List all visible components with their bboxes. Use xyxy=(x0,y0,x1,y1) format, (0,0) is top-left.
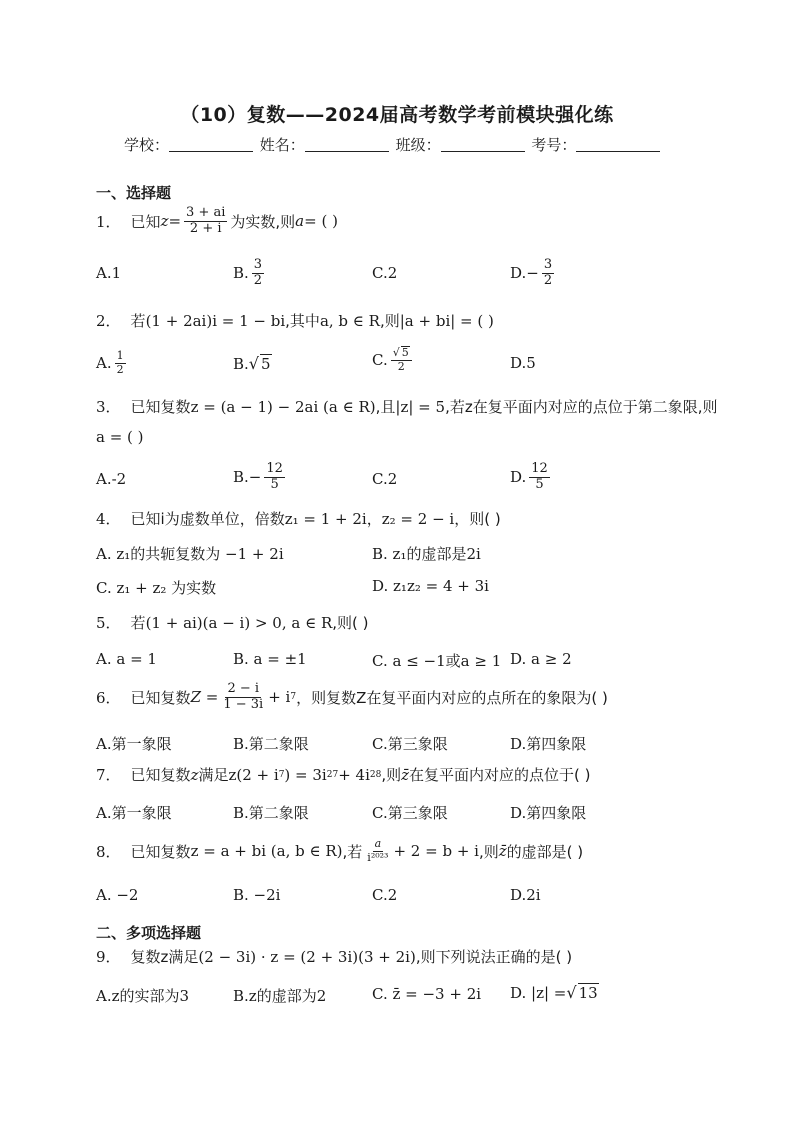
section-heading-multi-choice: 二、多项选择题 xyxy=(96,924,202,942)
q3-number: 3． xyxy=(96,398,121,416)
q2-a-prefix: A. xyxy=(96,354,112,373)
q2-option-c[interactable] xyxy=(372,346,415,373)
q9-d-radicand: 13 xyxy=(578,984,598,1002)
q9-option-b[interactable]: B.z的虚部为2 xyxy=(233,987,327,1005)
q1-var-z: z xyxy=(160,212,169,231)
q6-option-a[interactable]: A.第一象限 xyxy=(96,735,172,753)
q2-b-sqrt-icon: √ xyxy=(248,354,259,373)
q2-expr: (1 + 2ai)i = 1 − bi xyxy=(145,311,286,330)
question-3 xyxy=(96,396,717,417)
q3-option-b[interactable] xyxy=(233,462,288,493)
question-1 xyxy=(96,206,338,237)
q7-sup1: 7 xyxy=(278,769,285,780)
q4-z2: z₂ = 2 − i xyxy=(381,509,455,528)
q1-d-num: 3 xyxy=(543,257,553,272)
question-2 xyxy=(96,310,494,331)
question-5 xyxy=(96,612,369,633)
q6-frac-den: 1 − 3i xyxy=(223,696,264,712)
q6-text-post: ，则复数Z在复平面内对应的点所在的象限为( ) xyxy=(296,688,608,707)
question-7 xyxy=(96,764,591,785)
q8-fraction xyxy=(365,838,390,864)
q3-option-d[interactable] xyxy=(510,462,553,493)
q9-number: 9． xyxy=(96,948,121,966)
q8-frac-num: a xyxy=(374,837,382,850)
q6-option-b[interactable]: B.第二象限 xyxy=(233,735,309,753)
page-title: （10）复数——2024届高考数学考前模块强化练 xyxy=(180,104,614,126)
q4-text-post: ，则( ) xyxy=(454,510,501,528)
q5-c-part2: a ≥ 1 xyxy=(460,651,502,670)
q9-text-post: ,则下列说法正确的是( ) xyxy=(415,948,573,966)
q2-text-post: ,则 xyxy=(379,312,400,330)
q4-number: 4． xyxy=(96,510,121,528)
q3-b-num: 12 xyxy=(266,461,283,476)
q1-option-c[interactable]: C.2 xyxy=(372,264,398,282)
q2-abs: |a + bi| = ( ) xyxy=(399,311,494,330)
question-6 xyxy=(96,682,608,713)
q8-text-mid: ,若 xyxy=(342,842,363,861)
q3-d-prefix: D. xyxy=(510,468,527,487)
school-blank[interactable] xyxy=(169,137,253,152)
q7-expr-b: ) = 3i xyxy=(284,765,327,784)
q2-c-prefix: C. xyxy=(372,350,388,369)
q7-sup3: 28 xyxy=(369,769,382,780)
q3-d-den: 5 xyxy=(535,476,544,492)
q3-d-num: 12 xyxy=(531,461,548,476)
q7-z: z xyxy=(190,765,199,784)
q2-option-a[interactable] xyxy=(96,350,129,376)
q6-text-pre: 已知复数 xyxy=(130,688,191,707)
q7-sup2: 27 xyxy=(326,769,339,780)
q1-fraction xyxy=(184,206,227,237)
q2-b-radicand: 5 xyxy=(261,355,271,373)
exam-no-blank[interactable] xyxy=(576,137,660,152)
q1-option-d[interactable] xyxy=(510,258,557,289)
q2-c-radicand: 5 xyxy=(401,346,409,359)
q7-tail: 在复平面内对应的点位于( ) xyxy=(409,766,591,784)
q3-option-a[interactable]: A.-2 xyxy=(96,470,127,488)
q9-option-d[interactable] xyxy=(510,983,599,1002)
section-heading-choice: 一、选择题 xyxy=(96,184,172,202)
q8-eq: + 2 = b + i xyxy=(393,842,479,861)
q9-option-c[interactable]: C. z̄ = −3 + 2i xyxy=(372,985,482,1003)
q3-text-pre: 已知复数 xyxy=(130,398,191,416)
q6-z: Z = xyxy=(190,688,219,707)
q8-expr: z = a + bi (a, b ∈ R) xyxy=(190,842,343,861)
name-label: 姓名： xyxy=(259,136,305,154)
q7-zbar: z̄ xyxy=(401,765,410,784)
q7-text-post: ,则 xyxy=(381,766,402,784)
q6-option-c[interactable]: C.第三象限 xyxy=(372,735,448,753)
q2-c-den: 2 xyxy=(397,359,405,373)
q3-b-den: 5 xyxy=(270,476,279,492)
q8-number: 8． xyxy=(96,842,121,861)
q6-option-d[interactable]: D.第四象限 xyxy=(510,735,587,753)
question-4 xyxy=(96,508,501,529)
school-label: 学校： xyxy=(124,136,170,154)
q3-expr: z = (a − 1) − 2ai (a ∈ R) xyxy=(190,397,376,416)
q4-z1: z₁ = 1 + 2i xyxy=(284,509,367,528)
q4-option-b[interactable]: B. z₁的虚部是2i xyxy=(372,545,481,563)
q1-frac-den: 2 + i xyxy=(189,220,222,236)
exam-no-label: 考号： xyxy=(531,136,577,154)
q1-eq: = xyxy=(168,212,182,231)
q7-text-mid: 满足 xyxy=(198,766,229,784)
q6-number: 6． xyxy=(96,688,121,707)
q5-c-or: 或 xyxy=(445,652,461,670)
q2-a-num: 1 xyxy=(116,349,124,362)
q4-option-a[interactable]: A. z₁的共轭复数为 −1 + 2i xyxy=(96,545,284,563)
q1-b-num: 3 xyxy=(253,257,263,272)
q1-option-b[interactable] xyxy=(233,258,267,289)
q9-d-sqrt-icon: √ xyxy=(566,983,577,1002)
q2-option-b[interactable] xyxy=(233,354,272,373)
q4-text-pre: 已知i为虚数单位，倍数 xyxy=(130,510,285,528)
q6-sup: 7 xyxy=(290,692,297,703)
q7-option-d[interactable]: D.第四象限 xyxy=(510,804,587,822)
q6-frac-num: 2 − i xyxy=(227,681,260,696)
q1-var-a: a xyxy=(295,212,305,231)
q9-expr: (2 − 3i) · z = (2 + 3i)(3 + 2i) xyxy=(198,947,416,966)
q2-text-pre: 若 xyxy=(130,312,146,330)
q1-number: 1． xyxy=(96,212,121,231)
q7-option-c[interactable]: C.第三象限 xyxy=(372,804,448,822)
question-9 xyxy=(96,946,572,967)
q1-b-prefix: B. xyxy=(233,264,249,283)
q5-option-d[interactable]: D. a ≥ 2 xyxy=(510,650,572,668)
q5-text-pre: 若 xyxy=(130,614,146,632)
q3-text-mid: ,且 xyxy=(375,398,396,416)
q1-text-post: 为实数,则 xyxy=(230,212,296,231)
q1-option-a[interactable]: A.1 xyxy=(96,264,122,282)
q3-text-post: ,若z在复平面内对应的点位于第二象限,则 xyxy=(445,398,718,416)
q8-option-c[interactable]: C.2 xyxy=(372,886,398,904)
question-8 xyxy=(96,838,583,864)
q2-number: 2． xyxy=(96,312,121,330)
q7-expr-c: + 4i xyxy=(338,765,370,784)
q1-d-prefix: D.− xyxy=(510,264,539,283)
class-blank[interactable] xyxy=(441,137,525,152)
q9-text-pre: 复数z满足 xyxy=(130,948,199,966)
q8-zbar: z̄ xyxy=(498,842,507,861)
q2-b-prefix: B. xyxy=(233,354,249,373)
q7-number: 7． xyxy=(96,766,121,784)
q3-option-c[interactable]: C.2 xyxy=(372,470,398,488)
q1-frac-num: 3 + ai xyxy=(186,205,226,220)
q8-frac-den: i²⁰²³ xyxy=(367,850,389,864)
question-3-line2: a = ( ) xyxy=(96,428,144,446)
q7-expr-a: z(2 + i xyxy=(228,765,279,784)
q3-abs: |z| = 5 xyxy=(395,397,446,416)
student-info-line xyxy=(124,134,662,155)
q4-option-c[interactable]: C. z₁ + z₂ 为实数 xyxy=(96,579,217,597)
q1-tail: = ( ) xyxy=(304,212,338,231)
q7-option-b[interactable]: B.第二象限 xyxy=(233,804,309,822)
class-label: 班级： xyxy=(395,136,441,154)
q9-option-a[interactable]: A.z的实部为3 xyxy=(96,987,190,1005)
q2-vars: a, b ∈ R xyxy=(319,311,380,330)
q8-option-d[interactable]: D.2i xyxy=(510,886,541,904)
q2-text-mid: ,其中 xyxy=(285,312,320,330)
q1-d-den: 2 xyxy=(543,272,553,288)
q1-b-den: 2 xyxy=(253,272,263,288)
q4-option-d[interactable]: D. z₁z₂ = 4 + 3i xyxy=(372,577,489,595)
q9-d-prefix: D. |z| = xyxy=(510,983,567,1002)
q5-text-post: ,则( ) xyxy=(332,614,369,632)
q8-option-b[interactable]: B. −2i xyxy=(233,886,281,904)
q2-option-d[interactable]: D.5 xyxy=(510,354,536,372)
q8-tail: 的虚部是( ) xyxy=(506,842,584,861)
q5-option-a[interactable]: A. a = 1 xyxy=(96,650,157,668)
q7-text-pre: 已知复数 xyxy=(130,766,191,784)
q5-expr: (1 + ai)(a − i) > 0, a ∈ R xyxy=(145,613,333,632)
q8-option-a[interactable]: A. −2 xyxy=(96,886,139,904)
name-blank[interactable] xyxy=(305,137,389,152)
q6-plus: + i xyxy=(268,688,291,707)
q2-c-sqrt-icon: √ xyxy=(392,346,400,359)
q4-sep: ， xyxy=(366,510,382,528)
q6-fraction xyxy=(221,682,265,713)
q5-option-c[interactable] xyxy=(372,650,501,671)
q8-text-pre: 已知复数 xyxy=(130,842,191,861)
q5-number: 5． xyxy=(96,614,121,632)
q5-option-b[interactable]: B. a = ±1 xyxy=(233,650,307,668)
q5-c-part1: C. a ≤ −1 xyxy=(372,651,446,670)
q8-text-post: ,则 xyxy=(478,842,499,861)
q3-b-prefix: B.− xyxy=(233,468,262,487)
q7-option-a[interactable]: A.第一象限 xyxy=(96,804,172,822)
q1-text-pre: 已知 xyxy=(130,212,161,231)
q2-a-den: 2 xyxy=(116,362,124,376)
